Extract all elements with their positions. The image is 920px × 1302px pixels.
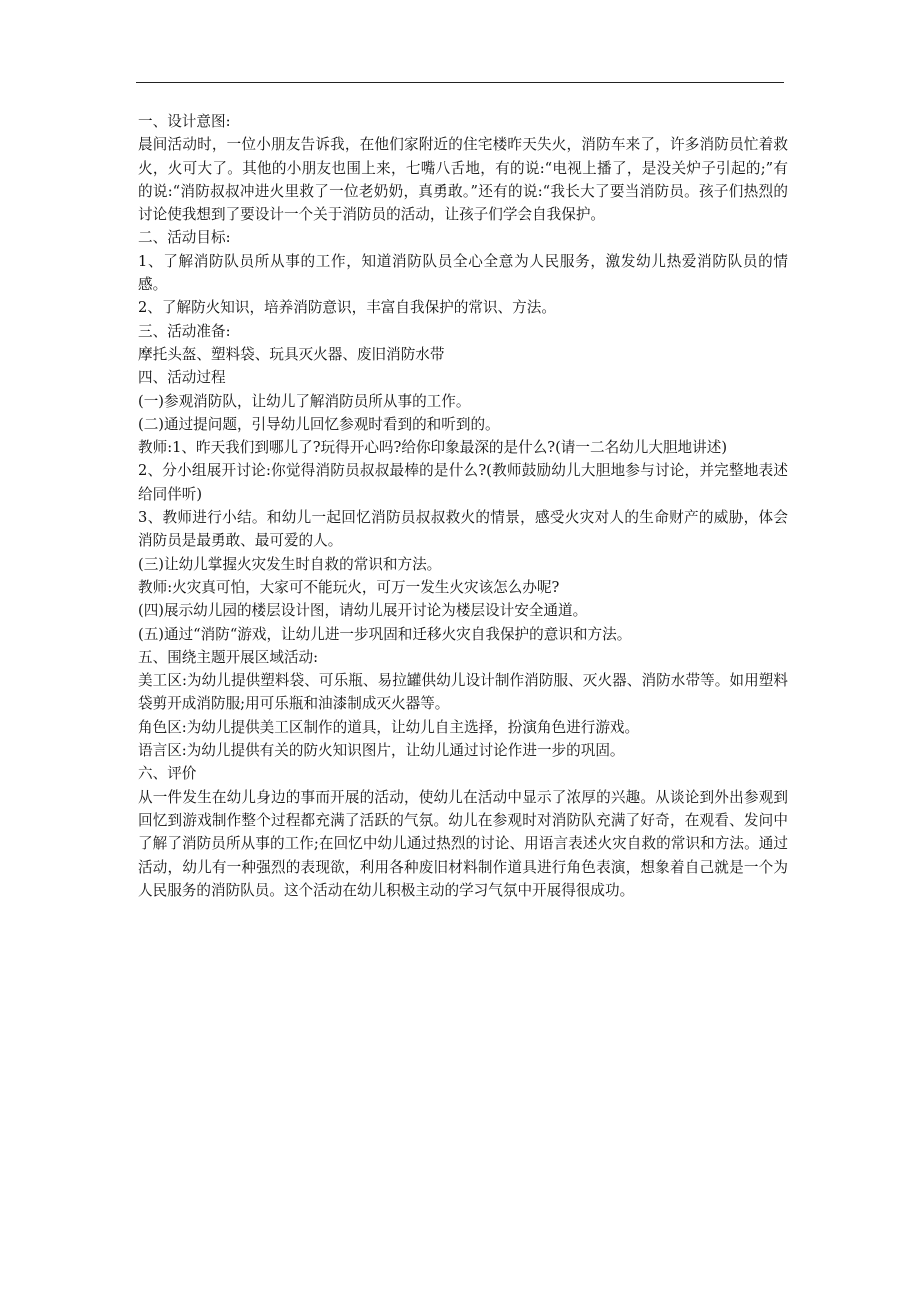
process-step-3: (三)让幼儿掌握火灾发生时自救的常识和方法。	[138, 555, 442, 573]
language-area: 语言区:为幼儿提供有关的防火知识图片，让幼儿通过讨论作进一步的巩固。	[138, 742, 625, 760]
goal-item-2: 2、了解防火知识，培养消防意识，丰富自我保护的常识、方法。	[138, 299, 556, 317]
process-step-4: (四)展示幼儿园的楼层设计图，请幼儿展开讨论为楼层设计安全通道。	[138, 602, 588, 620]
process-step-2: (二)通过提问题，引导幼儿回忆参观时看到的和听到的。	[138, 415, 500, 433]
group-discussion: 2、分小组展开讨论:你觉得消防员叔叔最棒的是什么?(教师鼓励幼儿大胆地参与讨论，并完整地表述给同伴听)	[138, 462, 788, 503]
preparation-materials: 摩托头盔、塑料袋、玩具灭火器、废旧消防水带	[138, 345, 445, 363]
header-rule	[136, 82, 784, 83]
goal-item-1: 1、了解消防队员所从事的工作，知道消防队员全心全意为人民服务，激发幼儿热爱消防队员的情感。	[138, 252, 788, 294]
paragraph-design-intent: 晨间活动时，一位小朋友告诉我，在他们家附近的住宅楼昨天失火，消防车来了，许多消防员忙着救火，火可大了。其他的小朋友也围上来，七嘴八舌地，有的说:“电视上播了，是没关炉子引起的;”有的说:“消防叔叔冲进火里救了一位老奶奶，真勇敢。”还有的说:“我长大了要当消防员。孩子们热烈的讨论使我想到了要设计一个关于消防员的活动，让孩子们学会自我保护。	[138, 136, 788, 224]
section-heading-preparation: 三、活动准备:	[138, 322, 231, 340]
document-body	[138, 110, 788, 902]
process-step-1: (一)参观消防队，让幼儿了解消防员所从事的工作。	[138, 392, 471, 410]
role-area: 角色区:为幼儿提供美工区制作的道具，让幼儿自主选择，扮演角色进行游戏。	[138, 718, 640, 736]
art-area: 美工区:为幼儿提供塑料袋、可乐瓶、易拉罐供幼儿设计制作消防服、灭火器、消防水带等。如用塑料袋剪开成消防服;用可乐瓶和油漆制成灭火器等。	[138, 672, 788, 713]
paragraph-evaluation: 从一件发生在幼儿身边的事而开展的活动，使幼儿在活动中显示了浓厚的兴趣。从谈论到外出参观到回忆到游戏制作整个过程都充满了活跃的气氛。幼儿在参观时对消防队充满了好奇，在观看、发问中了解了消防员所从事的工作;在回忆中幼儿通过热烈的讨论、用语言表述火灾自救的常识和方法。通过活动，幼儿有一种强烈的表现欲，利用各种废旧材料制作道具进行角色表演，想象着自己就是一个为人民服务的消防队员。这个活动在幼儿积极主动的学习气氛中开展得很成功。	[138, 788, 788, 899]
process-step-5: (五)通过“消防“游戏，让幼儿进一步巩固和迁移火灾自我保护的意识和方法。	[138, 625, 632, 643]
teacher-question-2: 教师:火灾真可怕，大家可不能玩火，可万一发生火灾该怎么办呢?	[138, 578, 560, 596]
section-heading-process: 四、活动过程	[138, 369, 226, 387]
section-heading-evaluation: 六、评价	[138, 765, 197, 783]
teacher-summary: 3、教师进行小结。和幼儿一起回忆消防员叔叔救火的情景，感受火灾对人的生命财产的威胁，体会消防员是最勇敢、最可爱的人。	[138, 509, 788, 550]
section-heading-goals: 二、活动目标:	[138, 229, 231, 247]
section-heading-area-activities: 五、围绕主题开展区域活动:	[138, 648, 319, 666]
section-heading-design-intent: 一、设计意图:	[138, 113, 231, 130]
teacher-question-1: 教师:1、昨天我们到哪儿了?玩得开心吗?给你印象最深的是什么?(请一二名幼儿大胆地讲述)	[138, 439, 728, 457]
